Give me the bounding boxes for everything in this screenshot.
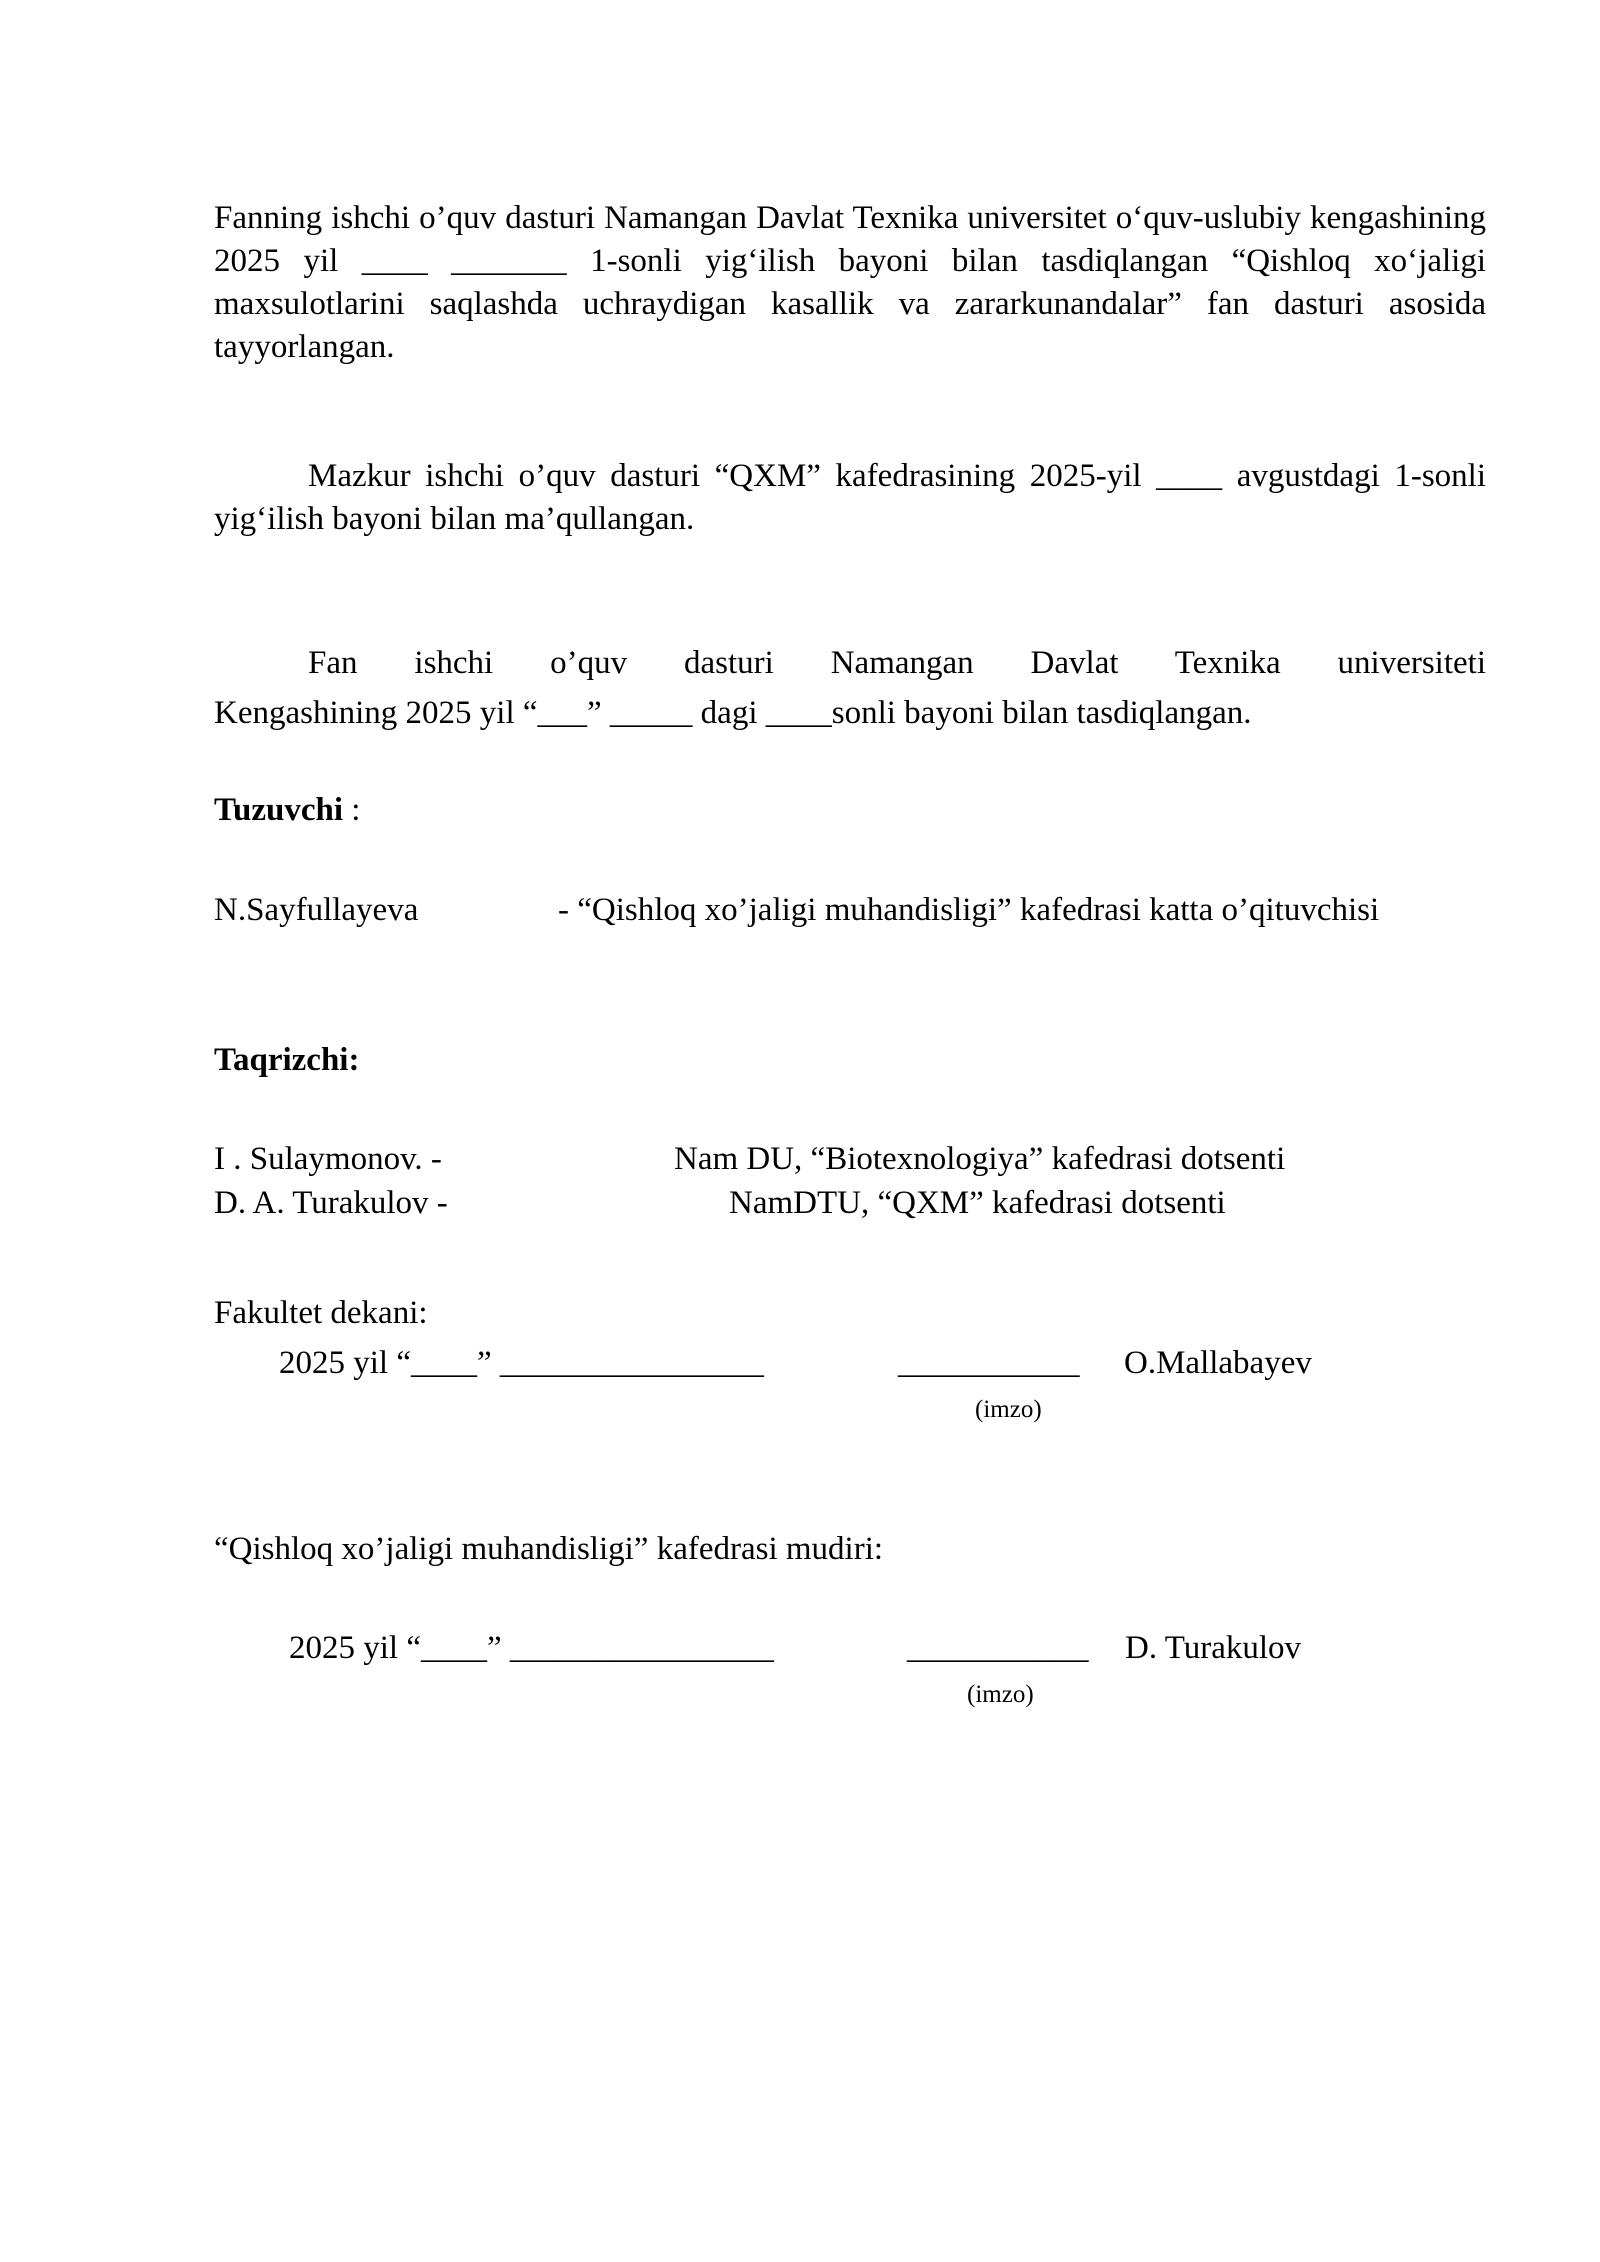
author-heading-text: Tuzuvchi [214,792,344,828]
dean-label: Fakultet dekani: [214,1295,428,1331]
paragraph-university-council-line1: Fan ishchi o’quv dasturi Namangan Davlat Texnika universiteti [308,645,1486,681]
reviewer-name-1: I . Sulaymonov. - [214,1141,442,1177]
paragraph-university-council-line2: Kengashining 2025 yil “___” _____ dagi ____sonli bayoni bilan tasdiqlangan. [214,695,1252,731]
paragraph-department-approval: Mazkur ishchi o’quv dasturi “QXM” kafedrasining 2025-yil ____ avgustdagi 1-sonli yig‘ilish bayoni bilan ma’qullangan. [214,458,1486,537]
department-head-name: D. Turakulov [1125,1630,1302,1666]
dean-name: O.Mallabayev [1124,1345,1312,1381]
department-head-signature-caption: (imzo) [967,1681,1034,1708]
reviewers-heading [214,1039,359,1082]
dean-signature-caption: (imzo) [975,1396,1042,1423]
dean-date-line: 2025 yil “____” ________________ [279,1345,764,1381]
department-head-date-line: 2025 yil “____” ________________ [289,1630,774,1666]
reviewers-heading-text: Taqrizchi: [214,1042,360,1078]
author-role: - “Qishloq xo’jaligi muhandisligi” kafedrasi katta o’qituvchisi [558,892,1380,928]
reviewer-name-2: D. A. Turakulov - [214,1185,448,1221]
author-name: N.Sayfullayeva [214,892,419,928]
reviewer-role-2: NamDTU, “QXM” kafedrasi dotsenti [729,1185,1226,1221]
reviewer-role-1: Nam DU, “Biotexnologiya” kafedrasi dotsenti [674,1141,1286,1177]
dean-signature-line: ___________ [898,1345,1080,1381]
paragraph-approval-council: Fanning ishchi o’quv dasturi Namangan Davlat Texnika universitet o‘quv-uslubiy kengashining 2025 yil ____ _______ 1-sonli yig‘ilish bayoni bilan tasdiqlangan “Qishloq xo‘jaligi maxsulotlarini saqlashda uchraydigan kasallik va zararkunandalar” fan dasturi asosida tayyorlangan. [214,200,1486,365]
author-heading [214,789,360,832]
department-head-label: “Qishloq xo’jaligi muhandisligi” kafedrasi mudiri: [214,1531,884,1567]
department-head-signature-line: ___________ [907,1630,1089,1666]
author-heading-colon: : [343,792,361,828]
